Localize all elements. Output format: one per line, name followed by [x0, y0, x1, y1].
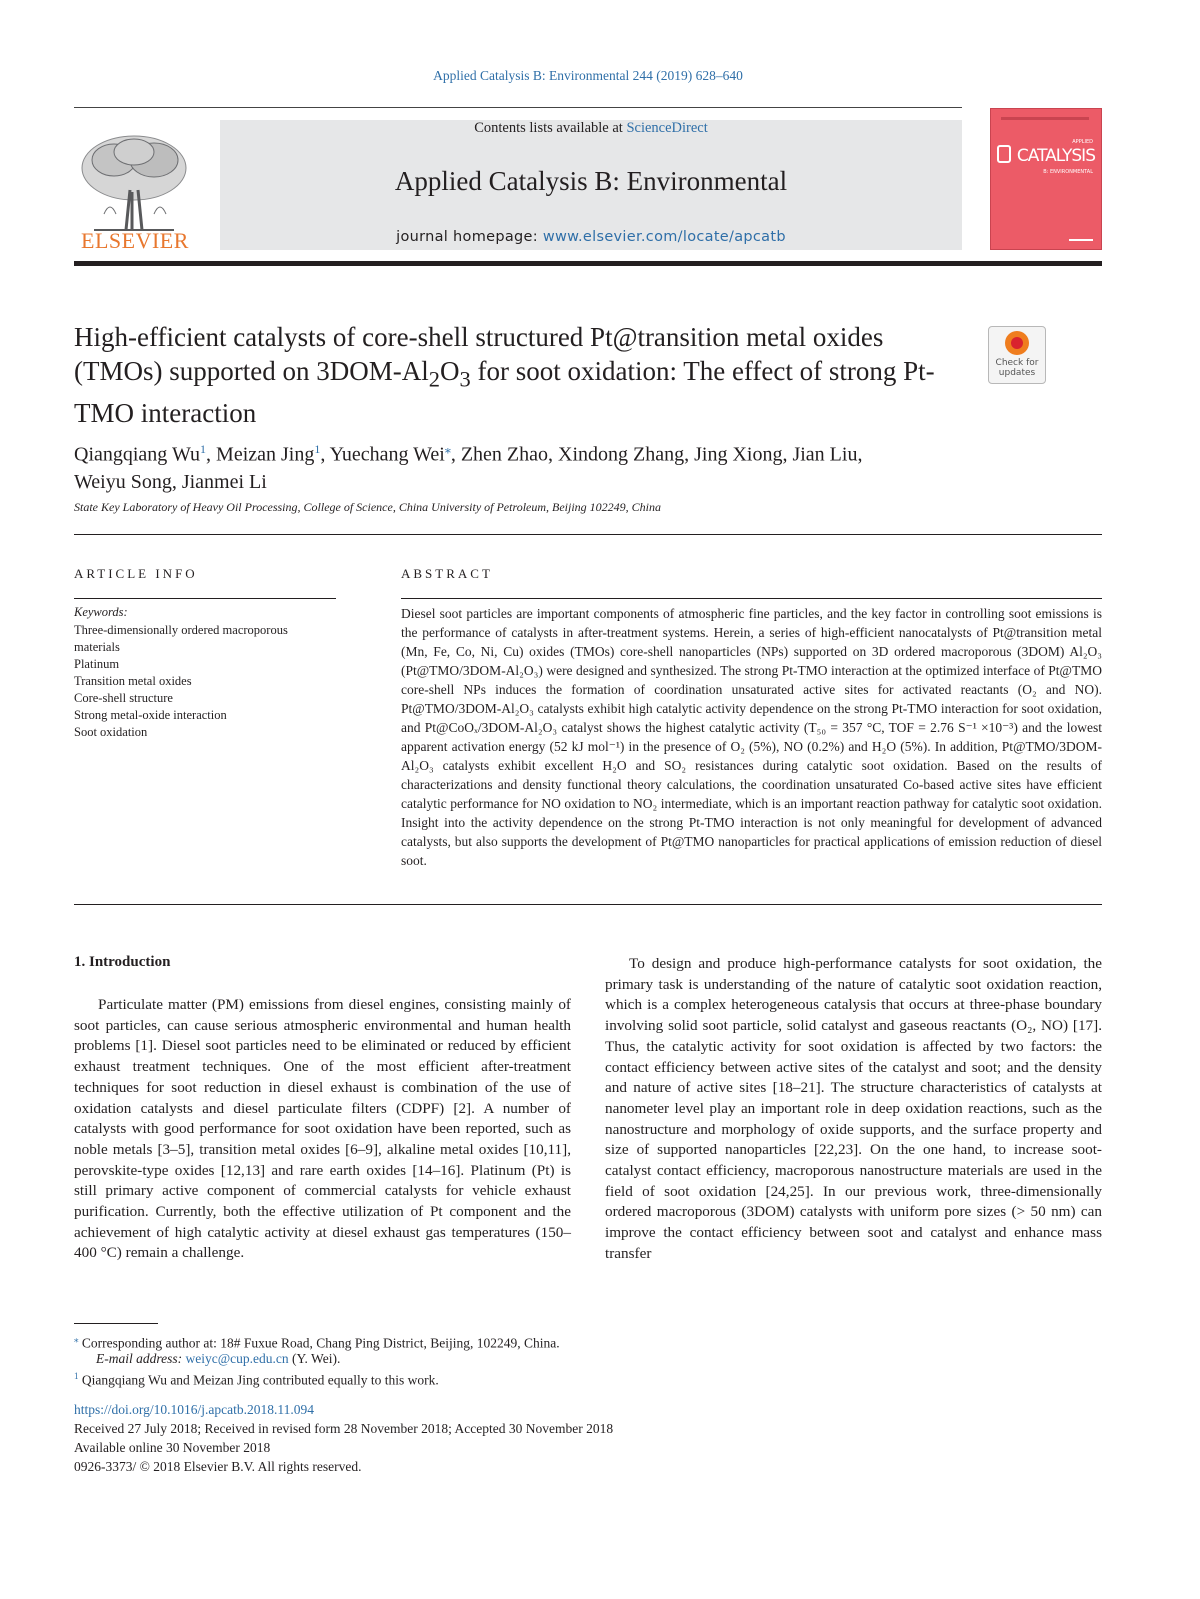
author-name[interactable]: Zhen Zhao: [460, 443, 549, 466]
homepage-link[interactable]: www.elsevier.com/locate/apcatb: [542, 229, 786, 245]
article-title: High-efficient catalysts of core-shell structured Pt@transition metal oxides (TMOs) supported on $3DOM-Al_2O_3$ for soot oxidation: The effect of strong Pt-TMO interaction: [74, 322, 935, 429]
article-info-heading: ARTICLE INFO: [74, 566, 198, 581]
crossmark-icon: [1005, 331, 1029, 355]
running-head[interactable]: Applied Catalysis B: Environmental 244 (2019) 628–640: [433, 68, 743, 83]
publisher-name: ELSEVIER: [81, 228, 189, 253]
abstract-heading: ABSTRACT: [401, 566, 493, 581]
cover-footer-bar: [1069, 239, 1093, 241]
keyword-item: Core-shell structure: [74, 691, 173, 705]
author-name[interactable]: Weiyu Song: [74, 470, 172, 493]
author-name[interactable]: Jing Xiong: [694, 443, 783, 466]
header-rule: [74, 107, 962, 108]
intro-paragraph-1: Particulate matter (PM) emissions from diesel engines, consisting mainly of soot particles, can cause serious atmospheric environmental and human health problems [1]. Diesel soot particles need to be eliminated or reduced by efficient exhaust treatment techniques. One of the most efficient after-treatment techniques for soot reduction in diesel exhaust is combination of the use of oxidation catalysts and diesel particulate filters (CDPF) [2]. A number of catalysts with good performance for soot oxidation have been reported, such as noble metals [3–5], transition metal oxides [6–9], alkaline metal oxides [10,11], perovskite-type oxides [12,13] and rare earth oxides [14–16]. Platinum (Pt) is still primary active component of commercial catalysts for vehicle exhaust purification. Currently, both the effective utilization of Pt component and the achievement of high catalytic activity at diesel exhaust gas temperatures (150–400 °C) remain a challenge.: [74, 996, 571, 1262]
doi-link[interactable]: https://doi.org/10.1016/j.apcatb.2018.11.094: [74, 1402, 314, 1417]
affiliation: State Key Laboratory of Heavy Oil Processing, College of Science, China University of Petroleum, Beijing 102249, China: [74, 500, 662, 514]
author-name[interactable]: Yuechang Wei: [329, 443, 445, 466]
cover-bar: [1001, 117, 1089, 120]
keyword-item: Platinum: [74, 657, 120, 671]
cover-journal-name: CATALYSIS: [1016, 146, 1095, 166]
corresponding-mark: ⁎: [74, 1334, 79, 1344]
homepage-line: [220, 229, 962, 245]
keyword-item: Soot oxidation: [74, 725, 148, 739]
sciencedirect-link[interactable]: ScienceDirect: [626, 120, 708, 136]
keywords-label: Keywords:: [74, 605, 128, 619]
equal-mark: 1: [74, 1371, 79, 1381]
article-info-rule: [74, 598, 336, 599]
received-dates: Received 27 July 2018; Received in revised form 28 November 2018; Accepted 30 November 2018: [74, 1421, 614, 1436]
cover-mark-icon: [997, 145, 1011, 163]
keyword-item: Strong metal-oxide interaction: [74, 708, 227, 722]
author-mark[interactable]: 1: [314, 442, 321, 456]
journal-title: Applied Catalysis B: Environmental: [394, 166, 788, 196]
journal-masthead: [220, 120, 962, 250]
cover-sub-label: B: ENVIRONMENTAL: [1043, 169, 1093, 175]
author-list: Qiangqiang Wu$^1$, Meizan Jing$^1$, Yuechang Wei⁎, Zhen Zhao, Xindong Zhang, Jing Xiong, Jian Liu, Weiyu Song, Jianmei Li: [74, 442, 863, 493]
author-name[interactable]: Xindong Zhang: [558, 443, 685, 466]
keyword-item: Three-dimensionally ordered macroporous: [74, 623, 288, 637]
contents-line: [220, 120, 962, 137]
copyright: 0926-3373/ © 2018 Elsevier B.V. All rights reserved.: [74, 1459, 362, 1474]
homepage-prefix: journal homepage:: [396, 229, 543, 245]
corresponding-footnote: ⁎ Corresponding author at: 18# Fuxue Road, Chang Ping District, Beijing, 102249, China.: [74, 1334, 560, 1351]
email-label: E-mail address:: [96, 1351, 183, 1366]
cover-top-label: APPLIED: [1072, 139, 1093, 145]
journal-cover-thumbnail[interactable]: [990, 108, 1102, 250]
abstract-bottom-rule: [74, 904, 1102, 905]
email-link[interactable]: weiyc@cup.edu.cn: [185, 1351, 289, 1366]
online-date: Available online 30 November 2018: [74, 1440, 271, 1455]
author-name[interactable]: Jianmei Li: [181, 470, 267, 493]
check-for-updates-button[interactable]: [988, 326, 1046, 384]
author-mark[interactable]: 1: [200, 442, 207, 456]
section-heading-introduction: 1. Introduction: [74, 954, 171, 970]
author-name[interactable]: Jian Liu: [792, 443, 858, 466]
title-rule: [74, 534, 1102, 535]
abstract-rule: [401, 598, 1102, 599]
abstract-text: Diesel soot particles are important components of atmospheric fine particles, and the key factor in controlling soot emissions is the performance of catalysts in after-treatment systems. Herein, a series of high-efficient nanocatalysts of Pt@transition metal (Mn, Fe, Co, Ni, Cu) oxides (TMOs) core-shell nanoparticles (NPs) supported on 3D ordered macroporous (3DOM) Al₂O₃ (Pt@TMO/3DOM-Al₂O₃) were designed and synthesized. The strong Pt-TMO interaction at the optimized interface of Pt@TMO core-shell NPs induces the formation of coordination unsaturated active sites for activated reactants (O₂ and NO). Pt@TMO/3DOM-Al₂O₃ catalysts exhibit high catalytic activity dependence on the strong Pt-TMO interaction for soot oxidation, and Pt@CoOₓ/3DOM-Al₂O₃ catalyst shows the highest catalytic activity (T₅₀ = 357 °C, TOF = 2.76 S⁻¹ ×10⁻³) and the lowest apparent activation energy (52 kJ mol⁻¹) in the presence of O₂ (5%), NO (0.2%) and H₂O (5%). In addition, Pt@TMO/3DOM-Al₂O₃ catalysts exhibit excellent H₂O and SO₂ resistances during catalytic soot oxidation. Based on the results of characterizations and density functional theory calculations, the coordination unsaturated Co-based active sites have efficient catalytic performance for NO oxidation to NO₂ intermediate, which is an important reaction pathway for catalytic soot oxidation. Insight into the activity dependence on the strong Pt-TMO interaction is not only meaningful for development of advanced catalysts, but also supports the development of Pt@TMO nanoparticles for practical applications of emission reduction of diesel soot.: [401, 606, 1102, 868]
equal-contribution-footnote: $^1$ Qiangqiang Wu and Meizan Jing contributed equally to this work.: [74, 1371, 439, 1388]
intro-paragraph-2: To design and produce high-performance catalysts for soot oxidation, the primary task is understanding of the nature of catalytic soot oxidation reaction, which is a complex heterogeneous catalysis that occurs at three-phase boundary involving solid soot particle, solid catalyst and gaseous reactants (O₂, NO) [17]. Thus, the catalytic activity for soot oxidation is affected by two factors: the contact efficiency between active sites of the catalyst and soot; and the density and nature of active sites [18–21]. The structure characteristics of catalysts at nanometer level play an important role in deep oxidation reactions, such as the nanostructure and morphology of oxide supports, and the surface property and size of supported nanoparticles [22,23]. On the one hand, to increase soot-catalyst contact efficiency, macroporous nanostructure materials are used in the field of soot oxidation [24,25]. In our previous work, three-dimensionally ordered macroporous (3DOM) catalysts with uniform pore sizes (> 50 nm) can improve the contact efficiency between soot and catalyst and enhance mass transfer: [605, 955, 1102, 1262]
keyword-item: Transition metal oxides: [74, 674, 192, 688]
corresponding-author-mark[interactable]: ⁎: [444, 442, 451, 456]
author-name[interactable]: Meizan Jing: [216, 443, 315, 466]
contents-prefix: Contents lists available at: [474, 120, 627, 136]
keyword-item: materials: [74, 640, 120, 654]
email-footnote: E-mail address: weiyc@cup.edu.cn (Y. Wei).: [96, 1351, 341, 1366]
keyword-list: [74, 622, 336, 741]
author-name[interactable]: Qiangqiang Wu: [74, 443, 201, 466]
footnote-rule: [74, 1323, 158, 1324]
crossmark-label: Check for updates: [995, 358, 1039, 378]
masthead-rule: [74, 261, 1102, 266]
